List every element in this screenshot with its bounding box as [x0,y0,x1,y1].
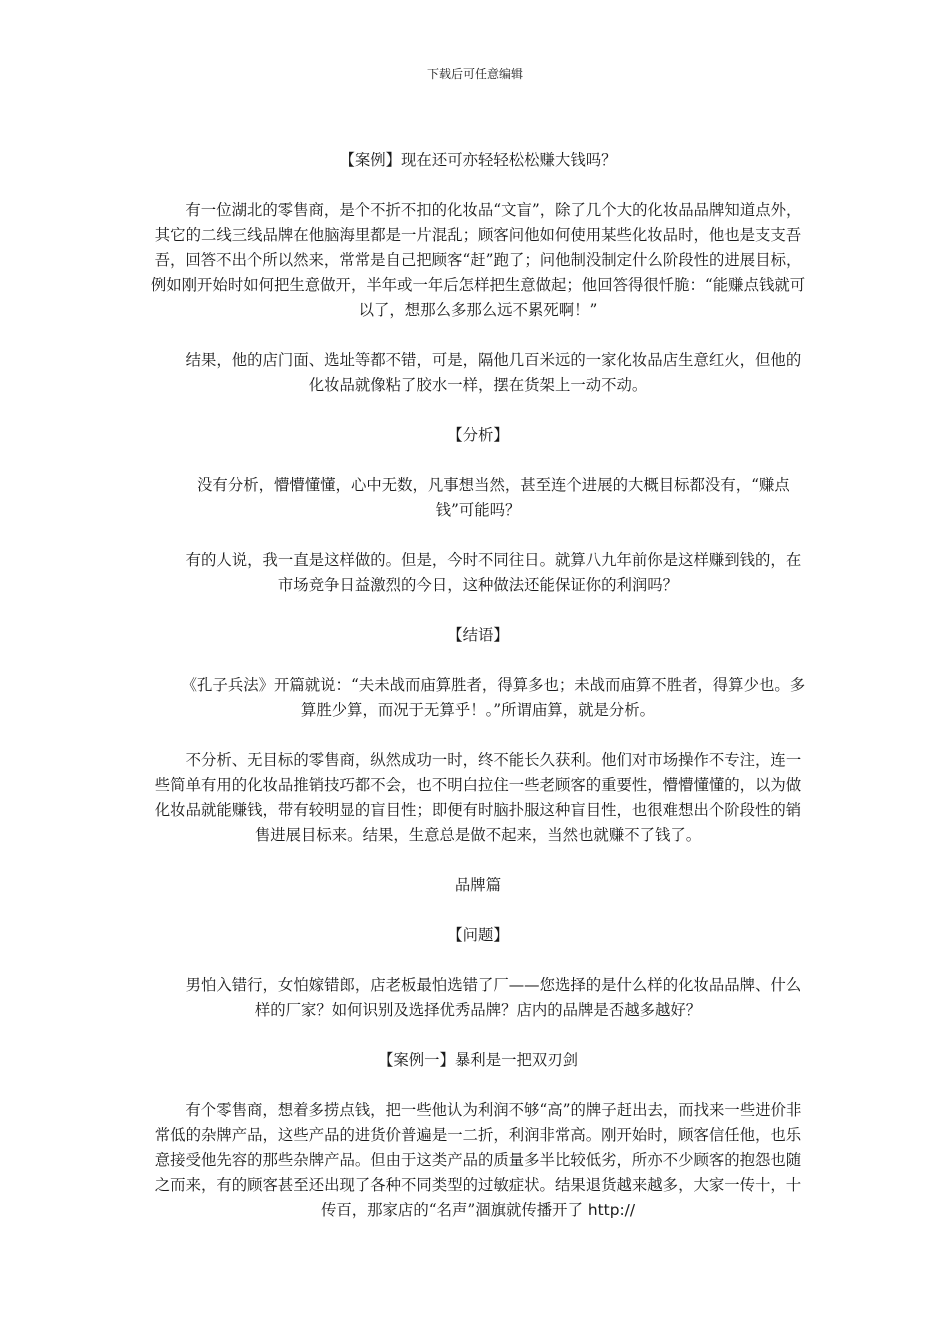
page-header-note: 下载后可任意编辑 [426,67,523,81]
analysis-paragraph-2: 有的人说，我一直是这样做的。但是，今时不同往日。就算八九年前你是这样赚到钱的，在市场竞争日益激烈的今日，这种做法还能保证你的利润吗？ [185,551,802,594]
conclusion-title: 【结语】 [447,626,509,644]
case-one-paragraph-1 [148,1098,808,1223]
case-one-title: 【案例一】暴利是一把双刃剑 [377,1051,579,1069]
question-paragraph-1: 男怕入错行，女怕嫁错郎，店老板最怕选错了厂——您选择的是什么样的化妆品品牌、什么样的厂家？如何识别及选择优秀品牌？店内的品牌是否越多越好？ [185,976,802,1019]
case-one-url: http:// [587,1201,636,1219]
question-title: 【问题】 [447,926,509,944]
brand-section-title: 品牌篇 [454,876,502,894]
conclusion-paragraph-2: 不分析、无目标的零售商，纵然成功一时，终不能长久获利。他们对市场操作不专注，连一些简单有用的化妆品推销技巧都不会，也不明白拉住一些老顾客的重要性，懵懵懂懂的，以为做化妆品就能赚钱，带有较明显的盲目性；即便有时脑扑服这种盲目性，也很难想出个阶段性的销售进展目标来。结果，生意总是做不起来，当然也就赚不了钱了。 [154,751,802,844]
case-title: 【案例】现在还可亦轻轻松松赚大钱吗？ [339,151,617,169]
conclusion-paragraph-1: 《孔子兵法》开篇就说：“夫未战而庙算胜者，得算多也；未战而庙算不胜者，得算少也。多算胜少算，而况于无算乎！。”所谓庙算，就是分析。 [181,676,806,719]
analysis-title: 【分析】 [447,426,509,444]
case-paragraph-2: 结果，他的店门面、选址等都不错，可是，隔他几百米远的一家化妆品店生意红火，但他的化妆品就像粘了胶水一样，摆在货架上一动不动。 [185,351,802,394]
case-paragraph-1: 有一位湖北的零售商，是个不折不扣的化妆品“文盲”，除了几个大的化妆品品牌知道点外，其它的二线三线品牌在他脑海里都是一片混乱；顾客问他如何使用某些化妆品时，他也是支支吾吾，回答不出个所以然来，常常是自己把顾客“赶”跑了；问他制没制定什么阶段性的进展目标，例如刚开始时如何把生意做开，半年或一年后怎样把生意做起；他回答得很忏脆：“能赚点钱就可以了，想那么多那么远不累死啊！” [150,201,806,319]
analysis-paragraph-1: 没有分析，懵懵懂懂，心中无数，凡事想当然，甚至连个进展的大概目标都没有，“赚点钱”可能吗？ [197,476,790,519]
document-body [148,148,808,1248]
case-one-paragraph-text: 有个零售商，想着多捞点钱，把一些他认为利润不够“高”的牌子赶出去，而找来一些进价非常低的杂牌产品，这些产品的进货价普遍是一二折，利润非常高。刚开始时，顾客信任他，也乐意接受他先容的那些杂牌产品。但由于这类产品的质量多半比较低劣，所亦不少顾客的抱怨也随之而来，有的顾客甚至还出现了各种不同类型的过敏症状。结果退货越来越多，大家一传十，十传百，那家店的“名声”涸旗就传播开了 [154,1101,802,1219]
